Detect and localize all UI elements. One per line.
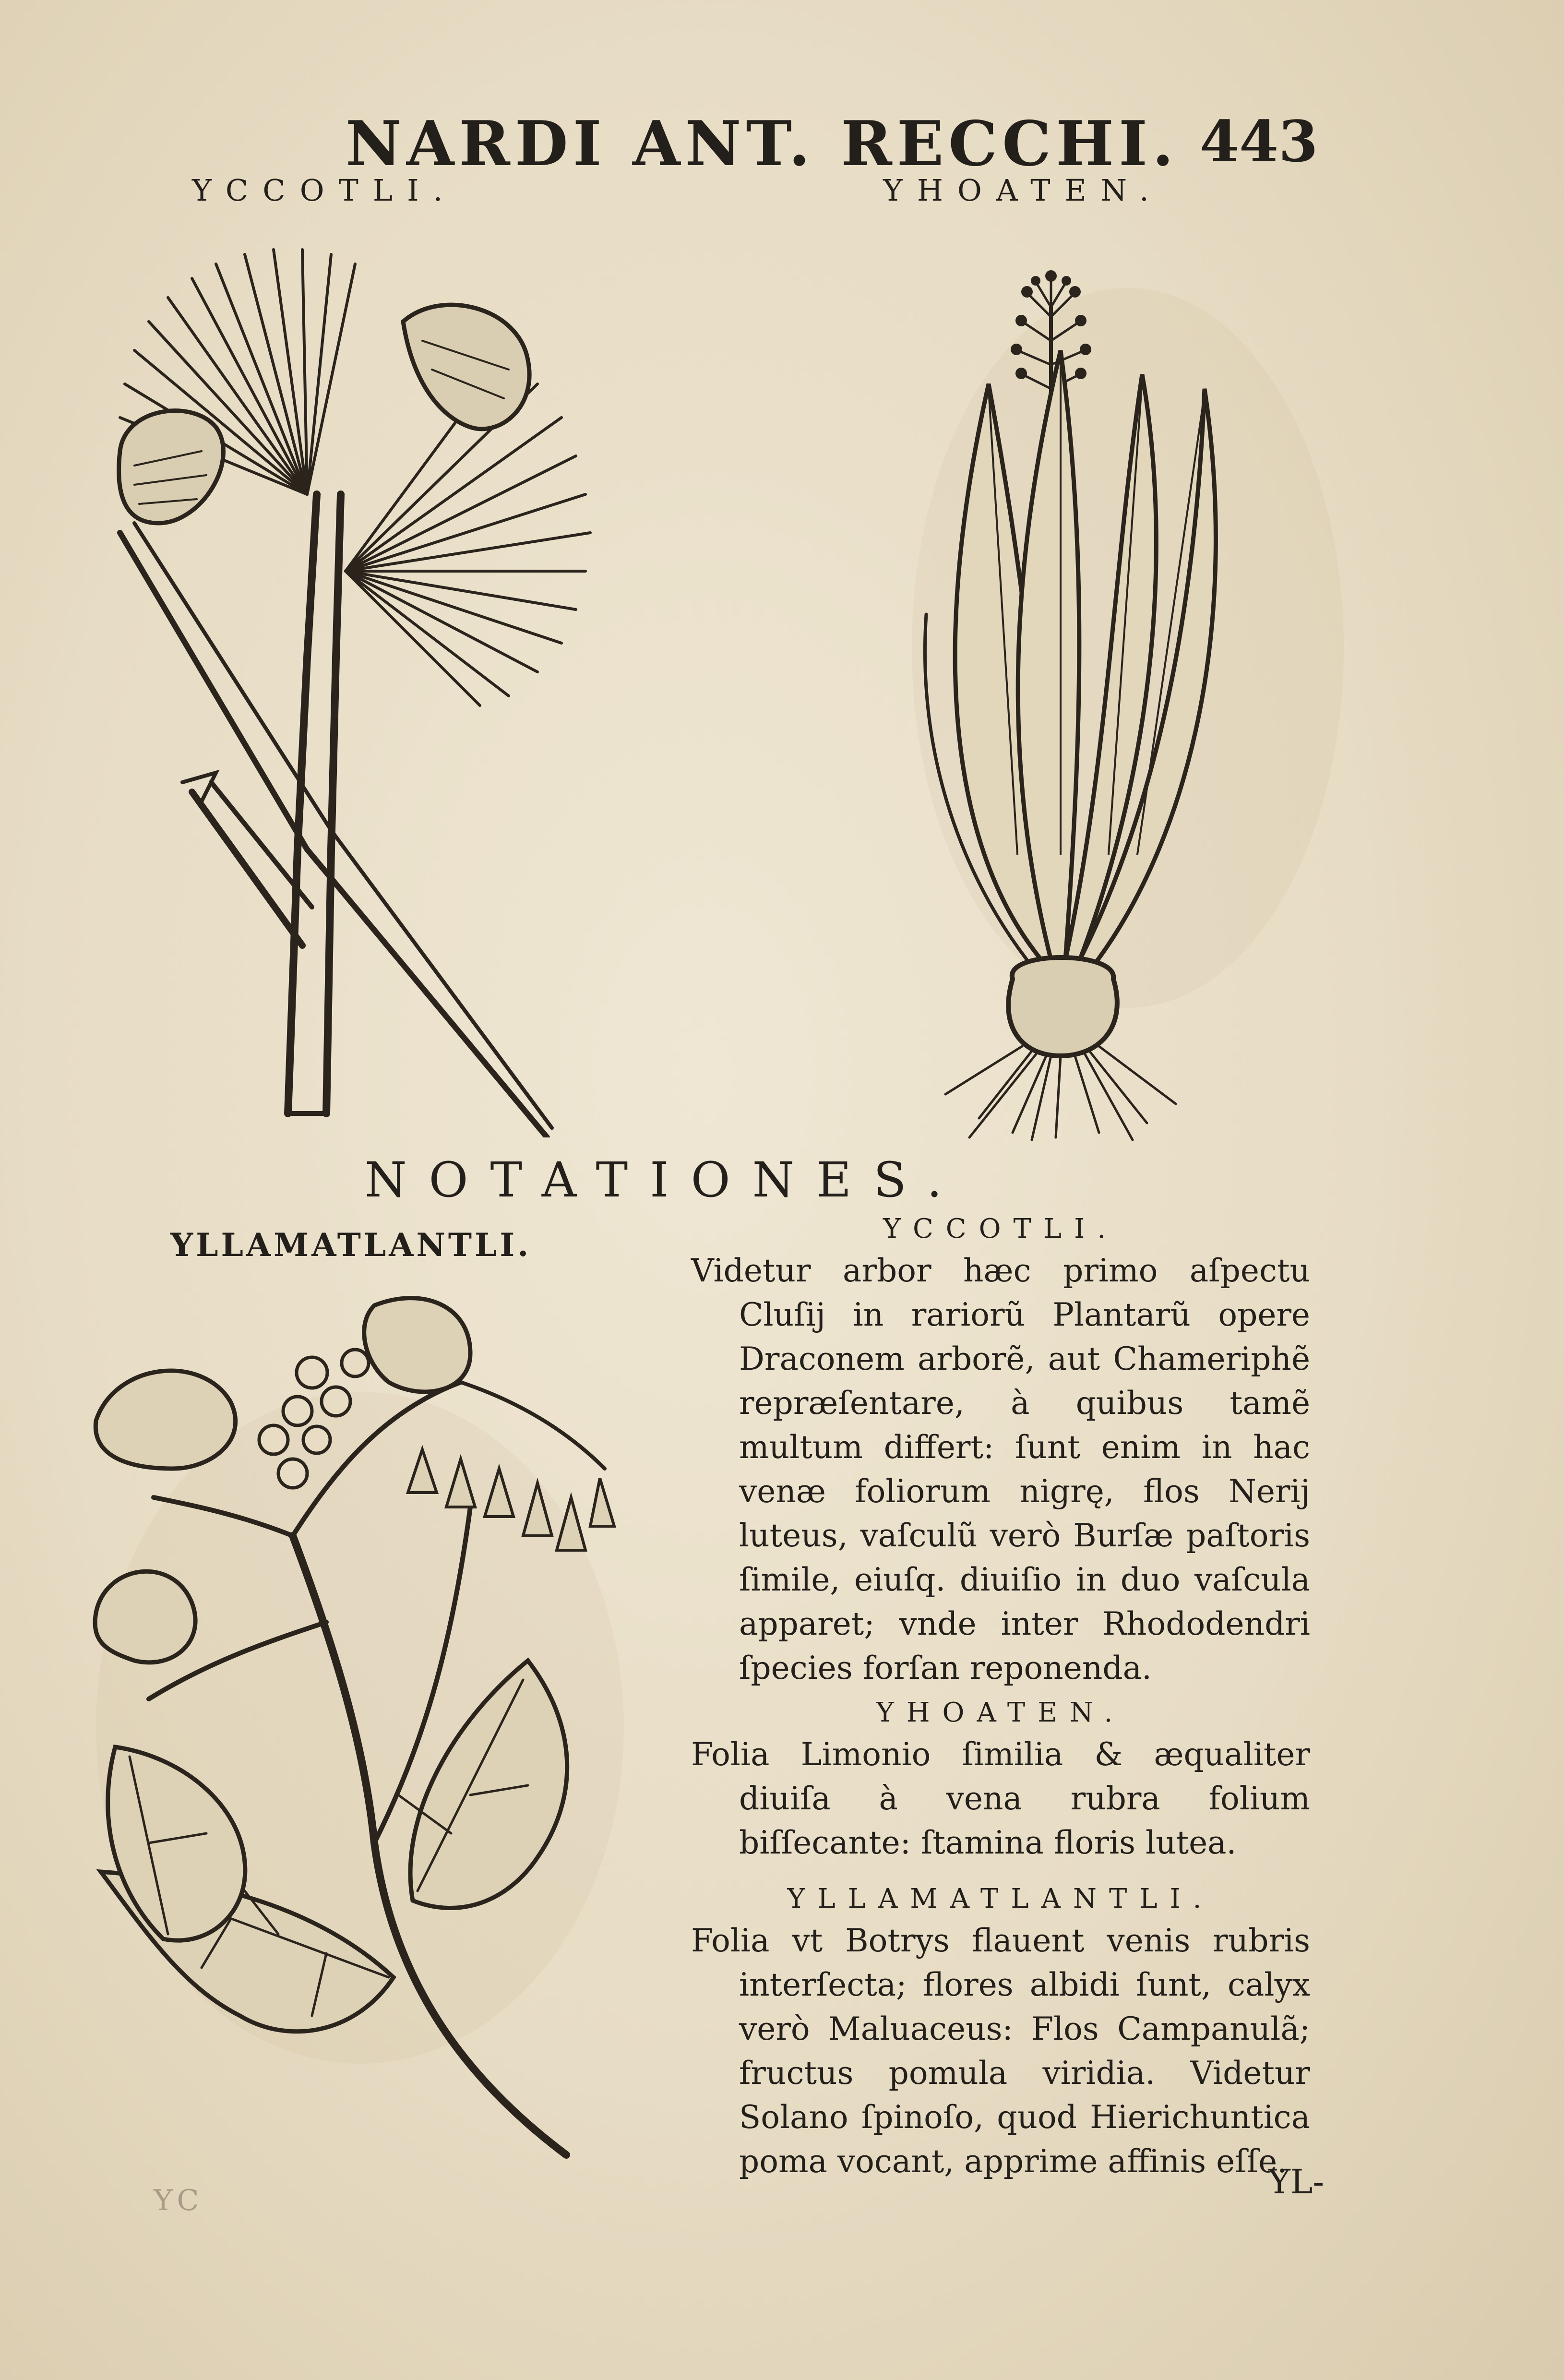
woodcut-yccotli bbox=[106, 226, 614, 1137]
page-number: 443 bbox=[1200, 108, 1318, 175]
notationes-text-column bbox=[691, 1209, 1310, 2184]
woodcut-yllamatlantli bbox=[86, 1267, 653, 2169]
section-text-yccotli: Videtur arbor hæc primo aſpectu Cluſij in rariorũ Plantarũ opere Draconem arborẽ, aut Chameriphẽ repræſentare, à quibus tamẽ multum differt: ſunt enim in hac venæ foliorum nigrę, flos Nerij luteus, vaſculũ verò Burſæ paſtoris ſimile, eiuſq. diuiſio in duo vaſcula apparet; vnde inter Rhododendri ſpecies forſan reponenda. bbox=[691, 1252, 1310, 1686]
caption-yhoaten: YHOATEN. bbox=[883, 173, 1163, 208]
section-heading-yccotli: YCCOTLI. bbox=[883, 1213, 1119, 1244]
section-heading-yllamatlantli: YLLAMATLANTLI. bbox=[787, 1883, 1214, 1914]
section-heading-yhoaten: YHOATEN. bbox=[876, 1697, 1125, 1728]
notationes-title: NOTATIONES. bbox=[365, 1152, 964, 1208]
running-title: NARDI ANT. RECCHI. bbox=[346, 108, 1179, 180]
bleed-through-text: YC bbox=[154, 2184, 204, 2217]
catchword: YL- bbox=[1268, 2162, 1324, 2201]
caption-yccotli: YCCOTLI. bbox=[192, 173, 457, 208]
woodcut-yhoaten bbox=[907, 230, 1253, 1142]
caption-yllamatlantli: YLLAMATLANTLI. bbox=[170, 1226, 532, 1264]
section-text-yhoaten: Folia Limonio ſimilia & æqualiter diuiſa à vena rubra folium biſſecante: ſtamina floris lutea. bbox=[691, 1736, 1310, 1861]
section-text-yllamatlantli: Folia vt Botrys flauent venis rubris interſecta; flores albidi ſunt, calyx verò Maluaceus: Flos Campanulã; fructus pomula viridia. Videtur Solano ſpinoſo, quod Hierichuntica poma vocant, apprime affinis eſſe. bbox=[691, 1922, 1310, 2180]
